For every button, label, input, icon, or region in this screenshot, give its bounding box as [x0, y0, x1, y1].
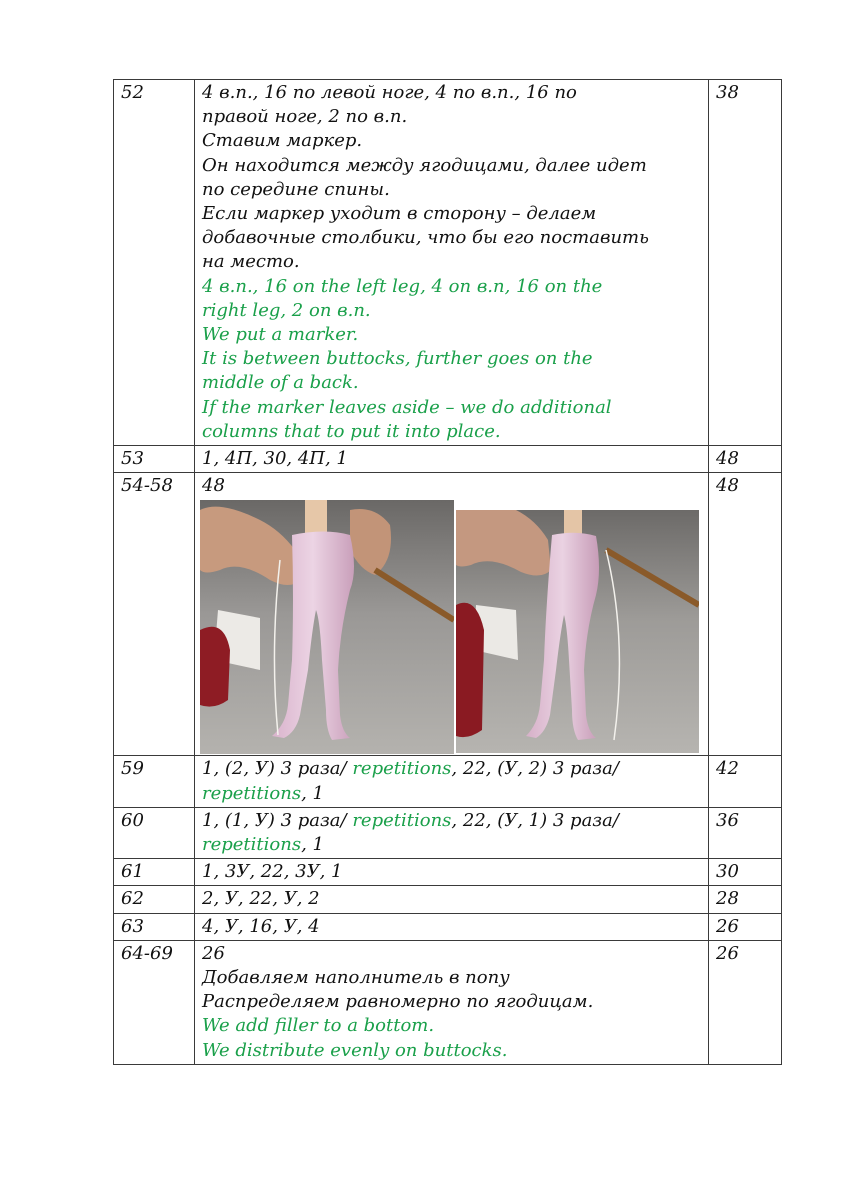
table-row: [114, 886, 782, 913]
en-line: We add filler to a bottom.: [202, 1015, 435, 1037]
ru-line: по середине спины.: [202, 178, 390, 200]
row-instructions: [195, 756, 709, 807]
ru-fragment: , 22, (У, 2) 3 раза/: [451, 758, 619, 780]
table-row: [114, 913, 782, 940]
en-line: It is between buttocks, further goes on the: [202, 348, 593, 370]
row-instructions: 4, У, 16, У, 4: [195, 913, 709, 940]
pattern-table: [113, 79, 782, 1065]
row-number: 52: [114, 80, 195, 446]
en-line: right leg, 2 on в.п.: [202, 299, 371, 321]
en-line: columns that to put it into place.: [202, 420, 501, 442]
row-number: 64-69: [114, 940, 195, 1064]
row-instructions: 2, У, 22, У, 2: [195, 886, 709, 913]
crocheted-doll-legs-back-photo: [456, 510, 699, 753]
row-instructions: 1, 4П, 30, 4П, 1: [195, 446, 709, 473]
row-number: 63: [114, 913, 195, 940]
stitch-count: 26: [709, 940, 782, 1064]
en-fragment: repetitions: [202, 834, 302, 856]
instruction-line: [202, 782, 701, 806]
ru-line: Распределяем равномерно по ягодицам.: [202, 991, 594, 1013]
en-fragment: repetitions: [352, 758, 452, 780]
table-row: [114, 807, 782, 858]
stitch-count: 30: [709, 859, 782, 886]
stitch-count: 26: [709, 913, 782, 940]
crocheted-doll-legs-front-photo: [200, 500, 454, 754]
ru-line: Ставим маркер.: [202, 130, 363, 152]
instruction-line: [202, 757, 701, 781]
stitch-count: 42: [709, 756, 782, 807]
row-instructions: 1, 3У, 22, 3У, 1: [195, 859, 709, 886]
ru-line: Добавляем наполнитель в попу: [202, 967, 510, 989]
ru-fragment: 1, (2, У) 3 раза/: [202, 758, 353, 780]
ru-fragment: , 1: [301, 834, 324, 856]
ru-line: правой ноге, 2 по в.п.: [202, 106, 408, 128]
row-instructions-text: 48: [202, 475, 225, 497]
en-fragment: repetitions: [202, 782, 302, 804]
row-number: 54-58: [114, 473, 195, 756]
ru-line: на место.: [202, 251, 300, 273]
row-number: 62: [114, 886, 195, 913]
row-instructions: [195, 807, 709, 858]
stitch-count: 36: [709, 807, 782, 858]
ru-line: 4 в.п., 16 по левой ноге, 4 по в.п., 16 по: [202, 82, 577, 103]
table-row: [114, 859, 782, 886]
instruction-line: [202, 809, 701, 833]
row-number: 59: [114, 756, 195, 807]
row-number: 53: [114, 446, 195, 473]
en-line: If the marker leaves aside – we do additional: [202, 396, 612, 418]
table-row: [114, 940, 782, 1064]
stitch-count: 48: [709, 473, 782, 756]
photo-group: [200, 500, 701, 754]
stitch-count: 48: [709, 446, 782, 473]
ru-fragment: , 22, (У, 1) 3 раза/: [451, 809, 619, 831]
row-instructions: [195, 473, 709, 756]
instruction-line: [202, 833, 701, 857]
row-instructions: [195, 940, 709, 1064]
ru-line: Если маркер уходит в сторону – делаем: [202, 203, 597, 225]
ru-line: 26: [202, 942, 225, 964]
row-number: 61: [114, 859, 195, 886]
row-instructions: [195, 80, 709, 446]
stitch-count: 28: [709, 886, 782, 913]
ru-fragment: , 1: [301, 782, 324, 804]
ru-line: Он находится между ягодицами, далее идет: [202, 154, 647, 176]
stitch-count: 38: [709, 80, 782, 446]
row-number: 60: [114, 807, 195, 858]
en-line: middle of a back.: [202, 372, 359, 394]
en-fragment: repetitions: [352, 809, 452, 831]
en-line: We put a marker.: [202, 324, 359, 346]
table-row: [114, 80, 782, 446]
table-row: [114, 756, 782, 807]
en-line: We distribute evenly on buttocks.: [202, 1039, 508, 1061]
ru-fragment: 1, (1, У) 3 раза/: [202, 809, 353, 831]
table-row: [114, 473, 782, 756]
ru-line: добавочные столбики, что бы его поставить: [202, 227, 649, 249]
en-line: 4 в.п., 16 on the left leg, 4 on в.п, 16 on the: [202, 275, 603, 297]
table-row: [114, 446, 782, 473]
